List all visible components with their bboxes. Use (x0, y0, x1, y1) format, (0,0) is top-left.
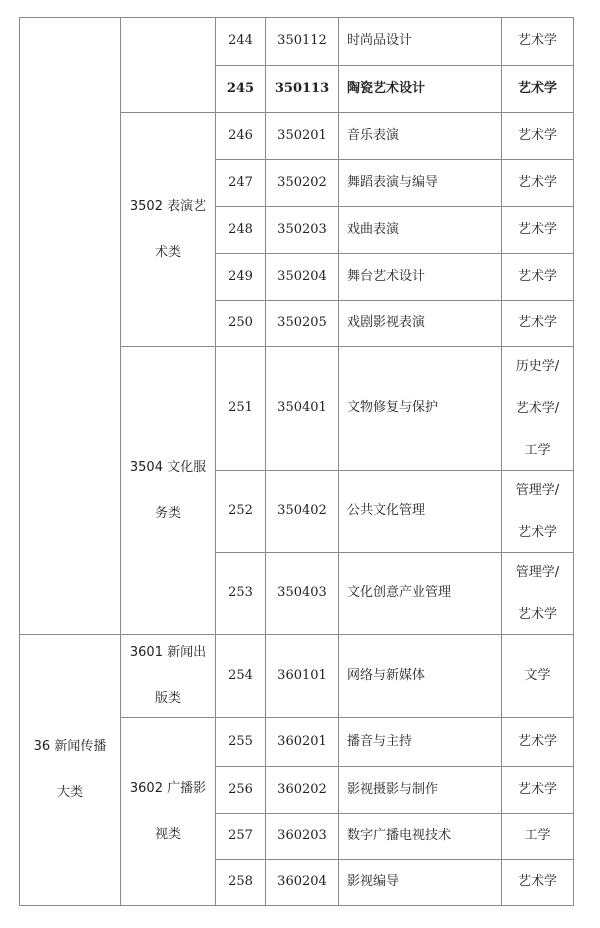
degree-cell (501, 859, 574, 906)
cell-text-line: 艺术学/ (515, 400, 560, 416)
seq-cell: 256 (215, 766, 266, 814)
cell-text-line: 艺术学 (517, 606, 557, 622)
cell-text (524, 668, 550, 684)
seq-cell: 249 (215, 253, 266, 301)
major-name-cell: 数字广播电视技术 (338, 813, 502, 860)
category-cell (19, 634, 121, 906)
major-name-cell: 影视摄影与制作 (338, 766, 502, 814)
code-cell: 350203 (265, 206, 339, 254)
cell-text-line: 文学 (524, 667, 551, 683)
cell-text (130, 766, 206, 858)
major-catalog-table (20, 18, 574, 906)
cell-text-line: 大类 (56, 785, 83, 800)
degree-cell (501, 17, 574, 66)
degree-cell (501, 112, 574, 160)
cell-text-line: 艺术学 (517, 268, 557, 284)
cell-text-line: 3602 广播影 (129, 780, 207, 796)
major-name-cell: 戏剧影视表演 (338, 300, 502, 347)
degree-cell (501, 766, 574, 814)
cell-text (130, 630, 206, 722)
seq-cell: 258 (215, 859, 266, 906)
cell-text-line: 艺术学 (517, 80, 557, 96)
cell-text-line: 艺术学 (517, 733, 557, 749)
subcategory-cell (120, 346, 216, 635)
degree-cell (501, 206, 574, 254)
seq-cell: 248 (215, 206, 266, 254)
major-name-cell: 戏曲表演 (338, 206, 502, 254)
major-name-cell: 舞台艺术设计 (338, 253, 502, 301)
code-cell: 350112 (265, 17, 339, 66)
degree-cell (501, 346, 574, 471)
cell-text-line: 艺术学 (517, 221, 557, 237)
code-cell: 350205 (265, 300, 339, 347)
code-cell: 360202 (265, 766, 339, 814)
cell-text (524, 828, 550, 844)
code-cell: 350403 (265, 552, 339, 635)
cell-text-line: 历史学/ (515, 358, 560, 374)
cell-text-line: 3601 新闻出 (129, 645, 207, 660)
code-cell: 350201 (265, 112, 339, 160)
degree-cell (501, 159, 574, 207)
major-name-cell: 音乐表演 (338, 112, 502, 160)
cell-text (516, 470, 559, 554)
cell-text (130, 184, 206, 276)
major-name-cell: 舞蹈表演与编导 (338, 159, 502, 207)
degree-cell (501, 65, 574, 113)
cell-text-line: 工学 (524, 828, 551, 844)
cell-text-line: 艺术学 (517, 315, 557, 331)
seq-cell: 245 (215, 65, 266, 113)
cell-text-line: 务类 (154, 505, 181, 521)
seq-cell: 244 (215, 17, 266, 66)
degree-cell (501, 813, 574, 860)
degree-cell (501, 634, 574, 718)
cell-text-line: 艺术学 (517, 127, 557, 143)
degree-cell (501, 552, 574, 635)
cell-text-line: 工学 (524, 442, 551, 458)
cell-text-line: 3504 文化服 (129, 459, 207, 475)
cell-text (518, 81, 557, 97)
seq-cell: 250 (215, 300, 266, 347)
seq-cell: 252 (215, 470, 266, 553)
cell-text-line: 术类 (154, 244, 181, 260)
major-name-cell: 播音与主持 (338, 717, 502, 767)
major-name-cell: 文物修复与保护 (338, 346, 502, 471)
major-name-cell: 陶瓷艺术设计 (338, 65, 502, 113)
code-cell: 350401 (265, 346, 339, 471)
seq-cell: 247 (215, 159, 266, 207)
cell-text (518, 175, 557, 191)
cell-text-line: 管理学/ (515, 482, 560, 498)
cell-text (518, 222, 557, 238)
major-name-cell: 公共文化管理 (338, 470, 502, 553)
cell-text-line: 视类 (154, 826, 181, 842)
cell-text-line: 版类 (154, 691, 181, 706)
cell-text (518, 874, 557, 890)
code-cell: 360101 (265, 634, 339, 718)
seq-cell: 257 (215, 813, 266, 860)
major-name-cell: 时尚品设计 (338, 17, 502, 66)
cell-text-line: 管理学/ (515, 564, 560, 580)
cell-text (518, 782, 557, 798)
major-name-cell: 影视编导 (338, 859, 502, 906)
code-cell: 350113 (265, 65, 339, 113)
seq-cell: 246 (215, 112, 266, 160)
degree-cell (501, 253, 574, 301)
code-cell: 350202 (265, 159, 339, 207)
cell-text (518, 128, 557, 144)
major-name-cell: 网络与新媒体 (338, 634, 502, 718)
code-cell: 360204 (265, 859, 339, 906)
seq-cell: 254 (215, 634, 266, 718)
degree-cell (501, 717, 574, 767)
degree-cell (501, 300, 574, 347)
subcategory-cell (120, 17, 216, 113)
cell-text-line: 艺术学 (517, 781, 557, 797)
seq-cell: 253 (215, 552, 266, 635)
code-cell: 360203 (265, 813, 339, 860)
cell-text-line: 3502 表演艺 (129, 198, 207, 214)
cell-text-line: 艺术学 (517, 874, 557, 890)
cell-text (518, 315, 557, 331)
cell-text (516, 552, 559, 636)
subcategory-cell (120, 634, 216, 718)
cell-text (518, 33, 557, 49)
subcategory-cell (120, 112, 216, 347)
cell-text-line: 艺术学 (517, 524, 557, 540)
cell-text-line: 36 新闻传播 (33, 739, 107, 754)
cell-text (518, 269, 557, 285)
seq-cell: 251 (215, 346, 266, 471)
cell-text (34, 724, 107, 816)
major-name-cell: 文化创意产业管理 (338, 552, 502, 635)
seq-cell: 255 (215, 717, 266, 767)
cell-text (130, 445, 206, 537)
code-cell: 350204 (265, 253, 339, 301)
cell-text-line: 艺术学 (517, 174, 557, 190)
degree-cell (501, 470, 574, 553)
cell-text (518, 734, 557, 750)
code-cell: 360201 (265, 717, 339, 767)
code-cell: 350402 (265, 470, 339, 553)
category-cell (19, 17, 121, 635)
cell-text (516, 346, 559, 472)
subcategory-cell (120, 717, 216, 906)
cell-text-line: 艺术学 (517, 33, 557, 49)
